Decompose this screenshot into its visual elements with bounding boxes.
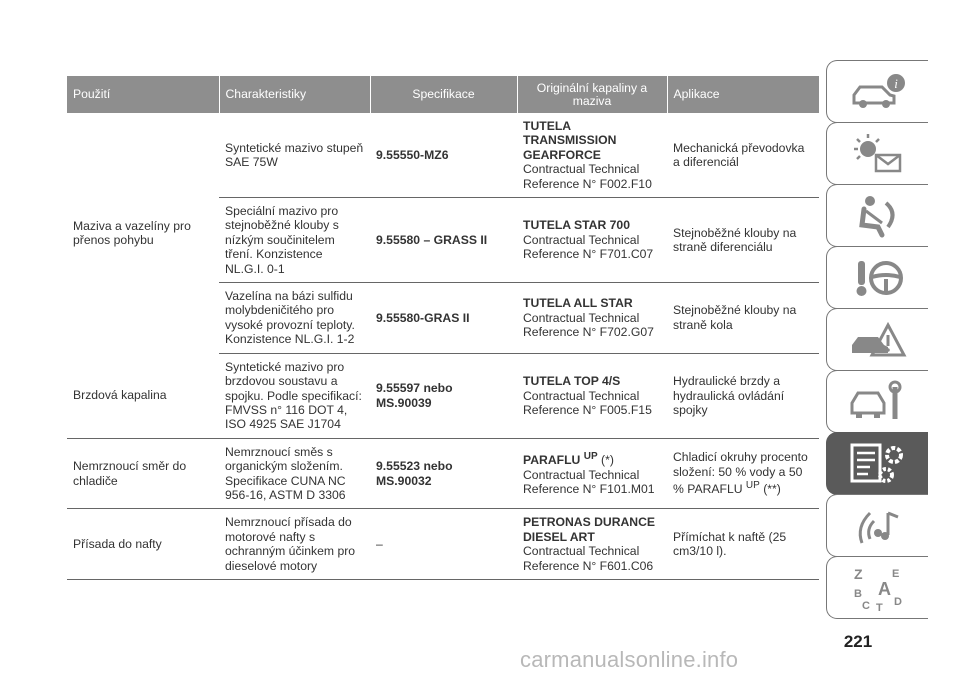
specification-cell: –	[370, 509, 517, 580]
application-cell: Mechanická převodovka a diferenciál	[667, 113, 819, 198]
application-cell	[667, 438, 819, 509]
fluid-name: TUTELA TOP 4/S	[523, 374, 621, 389]
usage-cell: Maziva a vazelíny pro přenos pohybu	[73, 218, 191, 248]
header-usage: Použití	[67, 76, 219, 113]
fluid-cell	[517, 113, 667, 198]
characteristics-cell: Syntetické mazivo stupeň SAE 75W	[219, 113, 370, 198]
fluid-cell	[517, 283, 667, 354]
tab-safety[interactable]	[826, 184, 928, 247]
svg-text:B: B	[853, 587, 862, 600]
application-cell: Stejnoběžné klouby na straně diferenciálu	[667, 198, 819, 283]
table-row	[67, 438, 819, 509]
svg-text:T: T	[875, 601, 883, 611]
tab-warning-lights[interactable]	[826, 122, 928, 185]
header-characteristics: Charakteristiky	[219, 76, 370, 113]
technical-data-gears-icon	[848, 441, 908, 487]
watermark: carmanualsonline.info	[520, 647, 739, 672]
fluid-reference: Contractual Technical Reference N° F601.C06	[523, 544, 654, 573]
specification-cell: 9.55550-MZ6	[370, 113, 517, 198]
tab-multimedia[interactable]	[826, 494, 928, 557]
usage-cell: Brzdová kapalina	[67, 353, 219, 438]
fluid-name: PARAFLU	[523, 453, 581, 468]
tab-starting-driving[interactable]	[826, 246, 928, 309]
table-header-row	[67, 76, 819, 113]
application-cell: Přímíchat k naftě (25 cm3/10 l).	[667, 509, 819, 580]
application-note: (**)	[763, 482, 781, 497]
svg-text:A: A	[877, 578, 891, 599]
fluid-name: TUTELA STAR 700	[523, 218, 630, 233]
fluid-reference: Contractual Technical Reference N° F101.M01	[523, 467, 655, 497]
tab-technical-data[interactable]	[826, 432, 928, 495]
fluid-reference: Contractual Technical Reference N° F002.F10	[523, 162, 652, 191]
characteristics-cell: Nemrznoucí přísada do motorové nafty s ochranným účinkem pro dieselové motory	[219, 509, 370, 580]
application-superscript: UP	[745, 480, 760, 492]
fluid-name: TUTELA ALL STAR	[523, 296, 633, 311]
characteristics-cell: Speciální mazivo pro stejnoběžné klouby s nízkým součinitelem tření. Konzistence NL.G.I. 0-1	[219, 198, 370, 283]
fluid-cell	[517, 438, 667, 509]
specification-cell: 9.55523 nebo MS.90032	[370, 438, 517, 509]
application-text: Chladicí okruhy procento složení: 50 % vody a 50 % PARAFLU	[673, 450, 808, 497]
specification-cell: 9.55580-GRAS II	[370, 283, 517, 354]
table-row	[67, 353, 819, 438]
page-number: 221	[843, 632, 873, 651]
header-fluids: Originální kapaliny a maziva	[517, 76, 667, 113]
svg-text:D: D	[893, 595, 902, 608]
warning-light-message-icon	[848, 131, 908, 177]
fluid-note: (*)	[601, 453, 614, 468]
tab-index[interactable]	[826, 556, 928, 619]
specification-cell: 9.55597 nebo MS.90039	[370, 353, 517, 438]
svg-text:C: C	[861, 599, 870, 611]
fluid-superscript: UP	[583, 451, 598, 463]
tab-maintenance[interactable]	[826, 370, 928, 433]
characteristics-cell: Vazelína na bázi sulfidu molybdeničitého pro vysoké provozní teploty. Konzistence NL.G.I. 1-2	[219, 283, 370, 354]
application-cell: Hydraulické brzdy a hydraulická ovládání spojky	[667, 353, 819, 438]
car-info-icon	[848, 69, 908, 115]
fluid-reference: Contractual Technical Reference N° F702.G07	[523, 310, 654, 340]
multimedia-music-icon	[848, 503, 908, 549]
usage-cell: Přísada do nafty	[67, 509, 219, 580]
table-row	[67, 509, 819, 580]
table-row	[67, 113, 819, 198]
fluid-name: PETRONAS DURANCE DIESEL ART	[523, 515, 656, 544]
steering-wheel-key-icon	[848, 255, 908, 301]
fluid-cell	[517, 509, 667, 580]
header-specification: Specifikace	[370, 76, 517, 113]
svg-text:E: E	[891, 567, 899, 580]
application-cell: Stejnoběžné klouby na straně kola	[667, 283, 819, 354]
fluid-reference: Contractual Technical Reference N° F005.F15	[523, 388, 652, 417]
seat-airbag-icon	[848, 193, 908, 239]
characteristics-cell: Syntetické mazivo pro brzdovou soustavu a spojku. Podle specifikací: FMVSS n° 116 DOT 4, ISO 4925 SAE J1704	[219, 353, 370, 438]
tab-emergency[interactable]	[826, 308, 928, 371]
car-maintenance-wrench-icon	[848, 379, 908, 425]
specification-cell: 9.55580 – GRASS II	[370, 198, 517, 283]
characteristics-cell: Nemrznoucí směs s organickým složením. Specifikace CUNA NC 956-16, ASTM D 3306	[219, 438, 370, 509]
fluids-table	[67, 76, 819, 580]
fluid-cell	[517, 353, 667, 438]
header-application: Aplikace	[667, 76, 819, 113]
fluid-reference: Contractual Technical Reference N° F701.C07	[523, 232, 654, 262]
fluid-name: TUTELA TRANSMISSION GEARFORCE	[523, 119, 617, 162]
svg-text:i: i	[893, 75, 898, 91]
fluid-cell	[517, 198, 667, 283]
tab-car-info[interactable]	[826, 60, 928, 123]
usage-cell: Nemrznoucí směr do chladiče	[67, 438, 219, 509]
svg-text:Z: Z	[853, 565, 863, 582]
alphabetical-index-icon	[848, 565, 908, 611]
breakdown-warning-triangle-icon	[848, 317, 908, 363]
